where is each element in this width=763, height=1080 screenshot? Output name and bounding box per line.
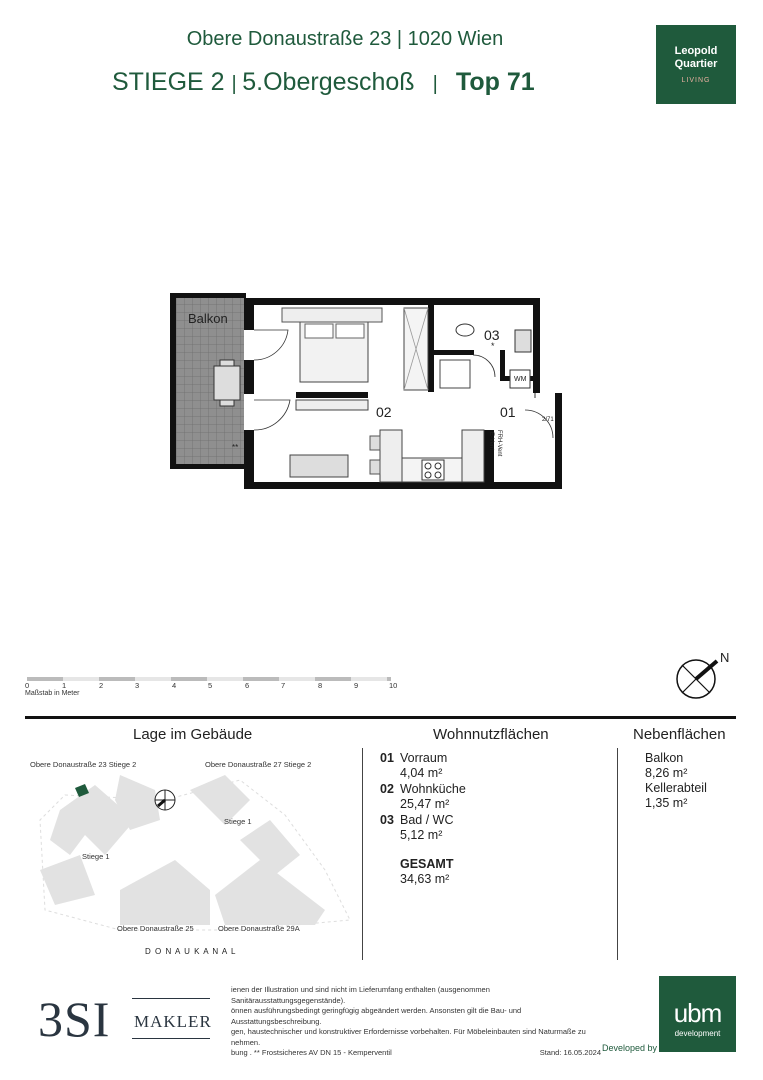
wohn-list — [380, 751, 610, 844]
north-label: N — [720, 650, 730, 665]
disclaimer — [231, 985, 603, 1059]
north-arrow-icon — [673, 655, 723, 700]
neben-area: 8,26 m² — [645, 766, 688, 780]
site-label-a: Obere Donaustraße 23 Stiege 2 — [30, 760, 137, 769]
room-area: 25,47 m² — [400, 797, 450, 811]
neben-name: Balkon — [645, 751, 684, 765]
wohn-title: Wohnnutzflächen — [433, 726, 549, 743]
room-name: Bad / WC — [400, 813, 454, 827]
neben-area: 1,35 m² — [645, 796, 688, 810]
scale-tick: 8 — [318, 681, 323, 690]
stand-date: Stand: 16.05.2024 — [539, 1048, 601, 1057]
ubm-wordmark: ubm — [673, 998, 722, 1028]
site-label-e: Obere Donaustraße 25 — [117, 924, 194, 933]
list-item — [380, 813, 610, 844]
stiege-label: STIEGE 2 — [112, 68, 225, 96]
bath-star: * — [491, 341, 495, 351]
room-01-label: 01 — [500, 404, 516, 420]
section-divider — [25, 716, 736, 719]
lage-title: Lage im Gebäude — [133, 726, 253, 743]
kitchen-island — [380, 430, 402, 482]
top-label: Top 71 — [455, 68, 535, 96]
scale-tick: 3 — [135, 681, 140, 690]
shower — [440, 360, 470, 388]
room-area: 5,12 m² — [400, 828, 443, 842]
scale-tick: 9 — [354, 681, 359, 690]
donaukanal-label: D O N A U K A N A L — [145, 947, 237, 956]
gesamt-value: 34,63 m² — [400, 872, 450, 886]
room-02-label: 02 — [376, 404, 392, 420]
brand-rule — [132, 1038, 210, 1039]
column-divider — [617, 748, 618, 960]
door-tag: 2/71 — [542, 417, 554, 423]
room-name: Vorraum — [400, 751, 448, 765]
site-label-c: Stiege 1 — [224, 817, 252, 826]
brand-rule — [132, 998, 210, 999]
disclaimer-line: bung . ** Frostsicheres AV DN 15 - Kemperventil — [231, 1048, 392, 1057]
brand-makler: MAKLER — [134, 1012, 212, 1031]
developed-by: Developed by — [602, 1043, 658, 1053]
balcony-table — [214, 366, 240, 400]
room-area: 4,04 m² — [400, 766, 443, 780]
scale-tick: 0 — [25, 681, 30, 690]
column-divider — [362, 748, 363, 960]
ubm-logo — [659, 976, 736, 1052]
scale-tick: 7 — [281, 681, 286, 690]
scale-tick: 4 — [172, 681, 177, 690]
logo-line-2: Quartier — [674, 58, 718, 70]
room-number: 01 — [380, 751, 394, 765]
scale-tick: 10 — [389, 681, 398, 690]
scale-tick: 1 — [62, 681, 67, 690]
toilet — [456, 324, 474, 336]
room-number: 02 — [380, 782, 394, 796]
disclaimer-line: ienen der Illustration und sind nicht im Lieferumfang enthalten (ausgenommen Sanitärausstattungsgegenstände). — [231, 985, 490, 1005]
logo-line-1: Leopold — [674, 45, 718, 57]
neben-list — [645, 751, 707, 811]
ubm-sub: development — [674, 1029, 721, 1038]
address-line: Obere Donaustraße 23 | 1020 Wien — [186, 28, 504, 50]
site-map — [25, 760, 360, 945]
scale-label: Maßstab in Meter — [25, 690, 80, 697]
room-number: 03 — [380, 813, 394, 827]
floor-label: 5.Obergeschoß — [242, 68, 415, 96]
sofa — [290, 455, 348, 477]
floor-plan — [0, 280, 763, 510]
logo-line-3: LIVING — [681, 77, 711, 84]
balkon-label: Balkon — [188, 311, 228, 326]
room-name: Wohnküche — [400, 782, 466, 796]
neben-title: Nebenflächen — [633, 726, 726, 743]
site-label-d: Stiege 1 — [82, 852, 110, 861]
list-item — [380, 751, 610, 782]
scale-tick: 2 — [99, 681, 104, 690]
brand-3si: 3SI — [38, 991, 111, 1047]
gesamt-label: GESAMT — [400, 857, 454, 871]
unit-heading: STIEGE 2 | 5.Obergeschoß | Top 71 — [112, 68, 535, 96]
frost-valve-mark: ** — [232, 443, 239, 452]
room-03-label: 03 — [484, 327, 500, 343]
scale-tick: 5 — [208, 681, 213, 690]
wm-label: WM — [514, 376, 527, 383]
frh-vent-label: FRH-Vent — [496, 430, 502, 457]
scale-tick: 6 — [245, 681, 250, 690]
disclaimer-line: önnen ausführungsbedingt geringfügig abgeändert werden. Ansonsten gilt die Bau- und Ausstattungsbeschreibung. — [231, 1006, 522, 1026]
disclaimer-line: gen, haustechnischer und konstruktiver Erfordernisse vorbehalten. Für Möbeleinbauten sind Naturmaße zu nehmen. — [231, 1027, 586, 1047]
site-label-f: Obere Donaustraße 29A — [218, 924, 300, 933]
scale-ticks — [25, 681, 405, 691]
disclaimer-last-row — [231, 1048, 603, 1059]
list-item — [380, 782, 610, 813]
neben-name: Kellerabteil — [645, 781, 707, 795]
e-vent-label: E-Vent — [488, 432, 494, 451]
site-label-b: Obere Donaustraße 27 Stiege 2 — [205, 760, 312, 769]
leopold-quartier-logo — [656, 25, 736, 104]
